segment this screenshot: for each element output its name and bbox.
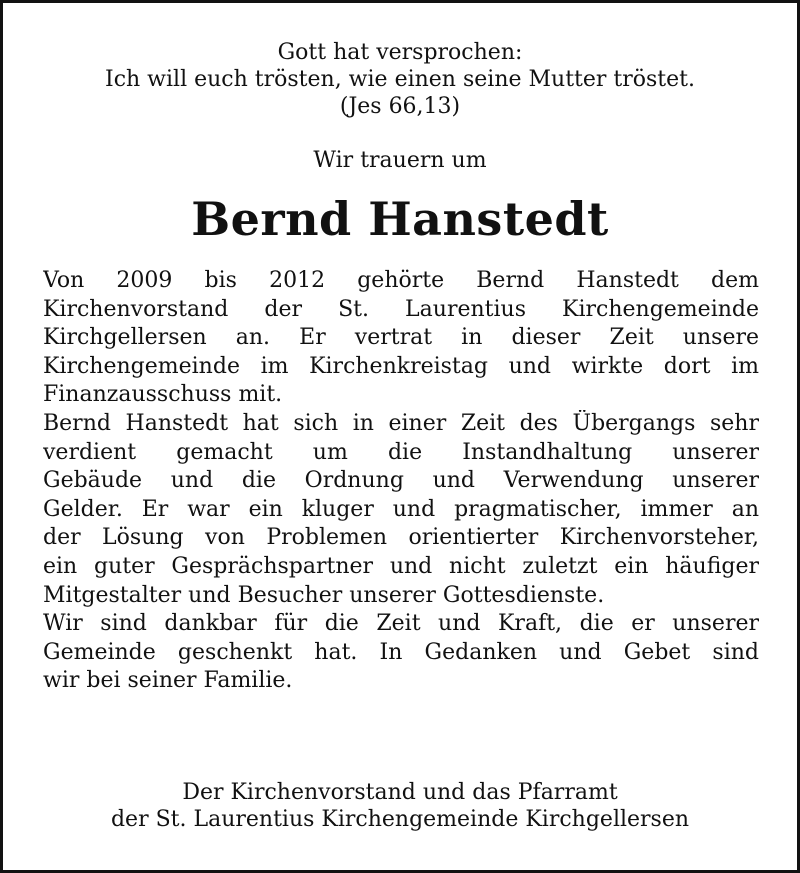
tribute-line: Gemeinde geschenkt hat. In Gedanken und Gebet sind [43, 639, 759, 665]
verse-reference: (Jes 66,13) [339, 94, 461, 119]
tribute-line: Kirchgellersen an. Er vertrat in dieser Zeit unsere [43, 325, 759, 351]
verse-line: Ich will euch trösten, wie einen seine Mutter tröstet. [105, 67, 695, 92]
tribute-line: Kirchengemeinde im Kirchenkreistag und wirkte dort im [43, 353, 759, 379]
signature-block [3, 779, 797, 833]
tribute-text [43, 267, 759, 696]
tribute-line: Kirchenvorstand der St. Laurentius Kirchengemeinde [43, 296, 759, 322]
tribute-line: der Lösung von Problemen orientierter Kirchenvorsteher, [43, 525, 759, 551]
tribute-line: Von 2009 bis 2012 gehörte Bernd Hanstedt dem [43, 268, 759, 293]
tribute-line: Wir sind dankbar für die Zeit und Kraft, die er unserer [43, 611, 759, 637]
verse-line: Gott hat versprochen: [277, 40, 523, 65]
tribute-line: Gebäude und die Ordnung und Verwendung unserer [43, 468, 759, 494]
tribute-line: ein guter Gesprächspartner und nicht zuletzt ein häufiger [43, 553, 759, 579]
tribute-line: Finanzausschuss mit. [43, 382, 283, 408]
bible-verse [3, 39, 797, 120]
tribute-line: wir bei seiner Familie. [43, 668, 293, 694]
tribute-line: verdient gemacht um die Instandhaltung unserer [43, 439, 759, 465]
signature-line: der St. Laurentius Kirchengemeinde Kirchgellersen [110, 807, 690, 832]
signature-line: Der Kirchenvorstand und das Pfarramt [182, 780, 618, 805]
tribute-line: Mitgestalter und Besucher unserer Gottesdienste. [43, 582, 605, 608]
deceased-name: Bernd Hanstedt [191, 192, 609, 246]
mourning-line: Wir trauern um [313, 148, 487, 173]
tribute-line: Bernd Hanstedt hat sich in einer Zeit des Übergangs sehr [43, 410, 759, 436]
tribute-line: Gelder. Er war ein kluger und pragmatischer, immer an [43, 496, 759, 522]
